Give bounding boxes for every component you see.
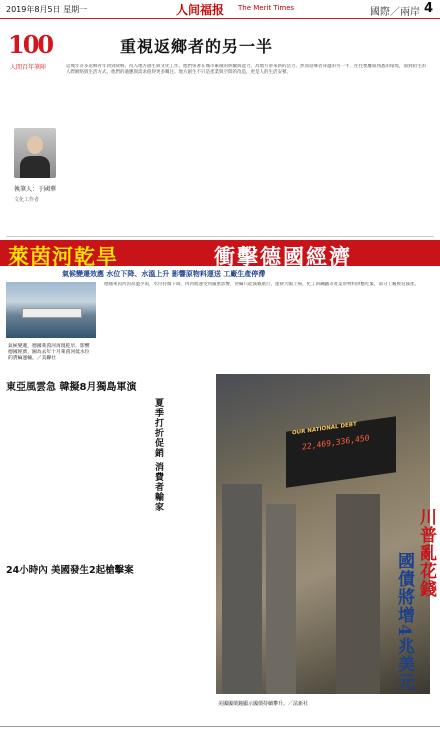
- us-debt-headline-blue: 國債將增4兆美元: [394, 552, 414, 691]
- shooting-headline: 24小時內 美國發生2起槍擊案: [6, 565, 134, 576]
- issue-date: 2019年8月5日 星期一: [6, 5, 88, 14]
- masthead-logo-en: The Merit Times: [238, 4, 295, 12]
- feature-body: 德國萊茵河因高溫少雨，水位持續下降，內河航運受到嚴重影響，貨輪只能減載航行，運費大幅上揚，化工與鋼鐵等產業原物料供應吃緊，部分工廠被迫減產。: [104, 282, 419, 287]
- rhine-photo-caption: 氣候變遷，德國萊茵河再現乾旱，影響德國經濟，圖為去年十月萊茵河低水位的貨輪運輸。／美聯社: [8, 344, 90, 362]
- page-header: [0, 0, 440, 19]
- rhine-photo: [6, 282, 96, 338]
- consumer-headline: 夏季打折促銷 消費者輸家: [153, 398, 163, 513]
- masthead-logo: 人间福报: [176, 3, 225, 17]
- author-role: 文化工作者: [14, 197, 40, 203]
- east-asia-headline: 東亞風雲急 韓擬8月獨島軍演: [6, 382, 137, 393]
- feature-headline-left: 萊茵河乾旱: [8, 244, 118, 269]
- page-number: 4: [424, 1, 434, 16]
- column-author: 執筆人：于國華: [14, 186, 57, 193]
- column-headline: 重視返鄉者的另一半: [120, 37, 274, 56]
- us-debt-headline-red: 川普亂花錢: [416, 508, 436, 598]
- feature-subheadline: 氣候變遷效應 水位下降、水溫上升 影響原物料運送 工廠生產停滯: [62, 270, 266, 278]
- column-body: 這幾年許多返鄉青年回到故鄉，投入地方創生與文化工作，他們帶著在城市累積的經驗與能力，為地方帶來新的活力。然而返鄉者身邊的另一半，往往要離開熟悉的環境，面對陌生的人際網絡與生活方式，他們的適應與需求值得更多關注。地方創生不只是產業與空間的改造，更是人的生活安頓。: [66, 64, 426, 75]
- author-portrait: [14, 128, 56, 178]
- emblem-caption: 人間百年筆陣: [10, 64, 47, 71]
- debt-photo-caption: 美國國債鐘顯示國債持續攀升。／法新社: [218, 701, 309, 707]
- feature-headline-right: 衝擊德國經濟: [214, 244, 352, 269]
- debt-sign-title: OUR NATIONAL DEBT: [292, 421, 357, 437]
- century-emblem: 100: [8, 30, 53, 59]
- shooting-body: [6, 578, 212, 722]
- east-asia-body: [6, 396, 146, 556]
- section-name: 國際／兩岸: [370, 7, 420, 18]
- debt-sign-number: 22,469,336,450: [302, 433, 370, 452]
